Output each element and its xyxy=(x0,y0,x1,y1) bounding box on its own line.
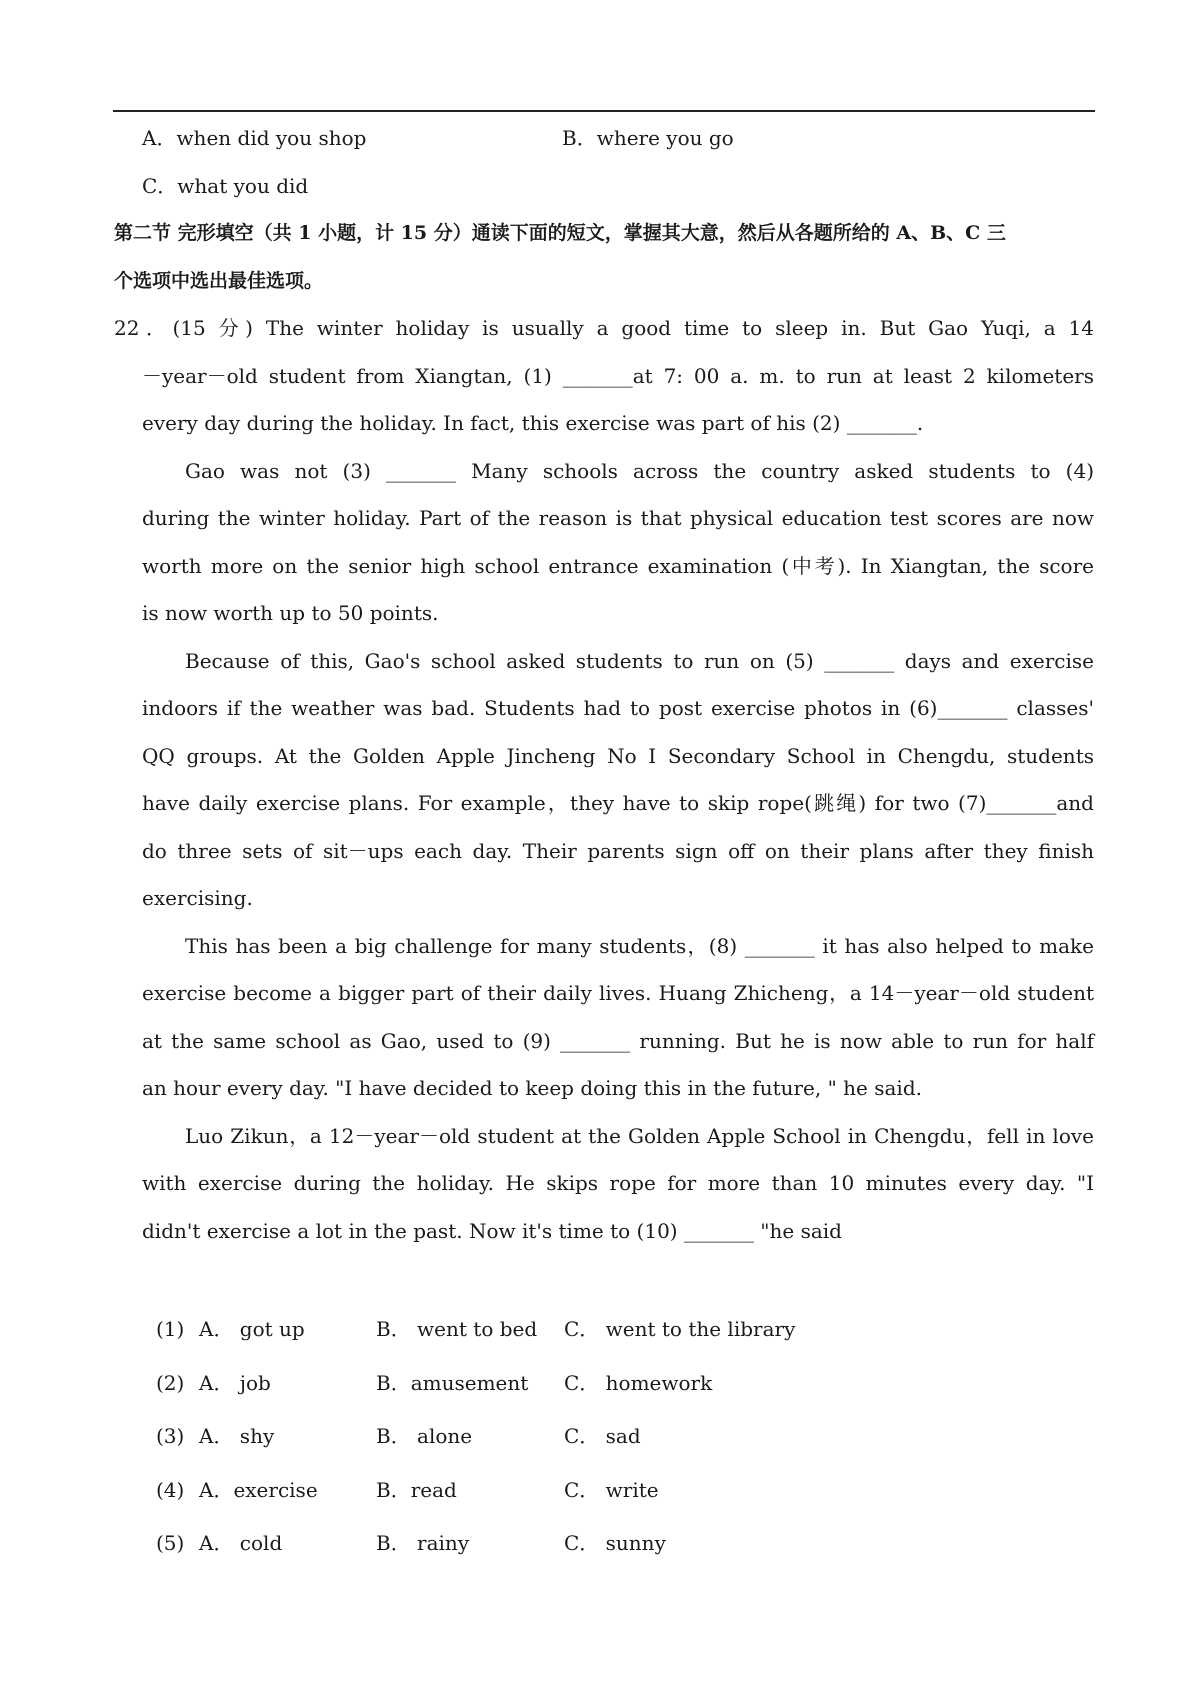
section-heading-line1: 第二节 完形填空（共 1 小题，计 15 分）通读下面的短文，掌握其大意，然后从各题所给的 A、B、C 三 xyxy=(114,222,1006,244)
option-b: B．read xyxy=(376,1478,457,1502)
passage-line: exercise become a bigger part of their daily lives. Huang Zhicheng，a 14－year－old student xyxy=(142,981,1094,1005)
passage-line: Because of this, Gao's school asked students to run on (5) _______ days and exercise xyxy=(185,649,1094,673)
option-a: A．exercise xyxy=(199,1478,318,1502)
option-c: C． sad xyxy=(564,1424,641,1448)
option-a: A． job xyxy=(199,1371,271,1395)
passage-line: is now worth up to 50 points. xyxy=(142,601,439,625)
header-rule xyxy=(113,110,1095,112)
question-number: (4) xyxy=(156,1478,185,1502)
passage-line: exercising. xyxy=(142,886,253,910)
option-a: A． shy xyxy=(199,1424,275,1448)
question-number: (3) xyxy=(156,1424,185,1448)
passage-line: during the winter holiday. Part of the reason is that physical education test scores are now xyxy=(142,506,1094,530)
passage-line: QQ groups. At the Golden Apple Jincheng No I Secondary School in Chengdu, students xyxy=(142,744,1094,768)
passage-line: －year－old student from Xiangtan, (1) _______at 7: 00 a. m. to run at least 2 kilometers xyxy=(142,364,1094,388)
option-c: C． sunny xyxy=(564,1531,666,1555)
question-number: (1) xyxy=(156,1317,185,1341)
option-a: A． got up xyxy=(199,1317,305,1341)
option-a: A． cold xyxy=(199,1531,283,1555)
passage-line: indoors if the weather was bad. Students had to post exercise photos in (6)_______ classes' xyxy=(142,696,1094,720)
prev-option-b: B．where you go xyxy=(562,126,734,150)
question-number: (5) xyxy=(156,1531,185,1555)
section-heading-line2: 个选项中选出最佳选项。 xyxy=(114,270,324,292)
option-b: B． rainy xyxy=(376,1531,470,1555)
passage-line: This has been a big challenge for many students，(8) _______ it has also helped to make xyxy=(185,934,1094,958)
prev-option-c: C．what you did xyxy=(142,174,309,198)
passage-line: at the same school as Gao, used to (9) _______ running. But he is now able to run for half xyxy=(142,1029,1094,1053)
passage-line: didn't exercise a lot in the past. Now it's time to (10) _______ "he said xyxy=(142,1219,842,1243)
option-c: C． homework xyxy=(564,1371,713,1395)
option-b: B． went to bed xyxy=(376,1317,538,1341)
passage-line: an hour every day. "I have decided to keep doing this in the future, " he said. xyxy=(142,1076,922,1100)
option-c: C． write xyxy=(564,1478,659,1502)
prev-option-a: A．when did you shop xyxy=(142,126,367,150)
option-b: B． alone xyxy=(376,1424,473,1448)
passage-line: with exercise during the holiday. He skips rope for more than 10 minutes every day. "I xyxy=(142,1171,1094,1195)
passage-line: have daily exercise plans. For example，they have to skip rope(跳绳) for two (7)_______and xyxy=(142,791,1094,815)
passage-line: Luo Zikun，a 12－year－old student at the Golden Apple School in Chengdu，fell in love xyxy=(185,1124,1094,1148)
passage-line: do three sets of sit－ups each day. Their parents sign off on their plans after they finish xyxy=(142,839,1094,863)
option-c: C． went to the library xyxy=(564,1317,796,1341)
option-b: B．amusement xyxy=(376,1371,529,1395)
passage-line: worth more on the senior high school entrance examination (中考). In Xiangtan, the score xyxy=(142,554,1094,578)
passage-line: Gao was not (3) _______ Many schools across the country asked students to (4) xyxy=(185,459,1094,483)
passage-line: every day during the holiday. In fact, this exercise was part of his (2) _______. xyxy=(142,411,924,435)
question-number: (2) xyxy=(156,1371,185,1395)
passage-line: 22．(15 分) The winter holiday is usually a good time to sleep in. But Gao Yuqi, a 14 xyxy=(114,316,1094,340)
